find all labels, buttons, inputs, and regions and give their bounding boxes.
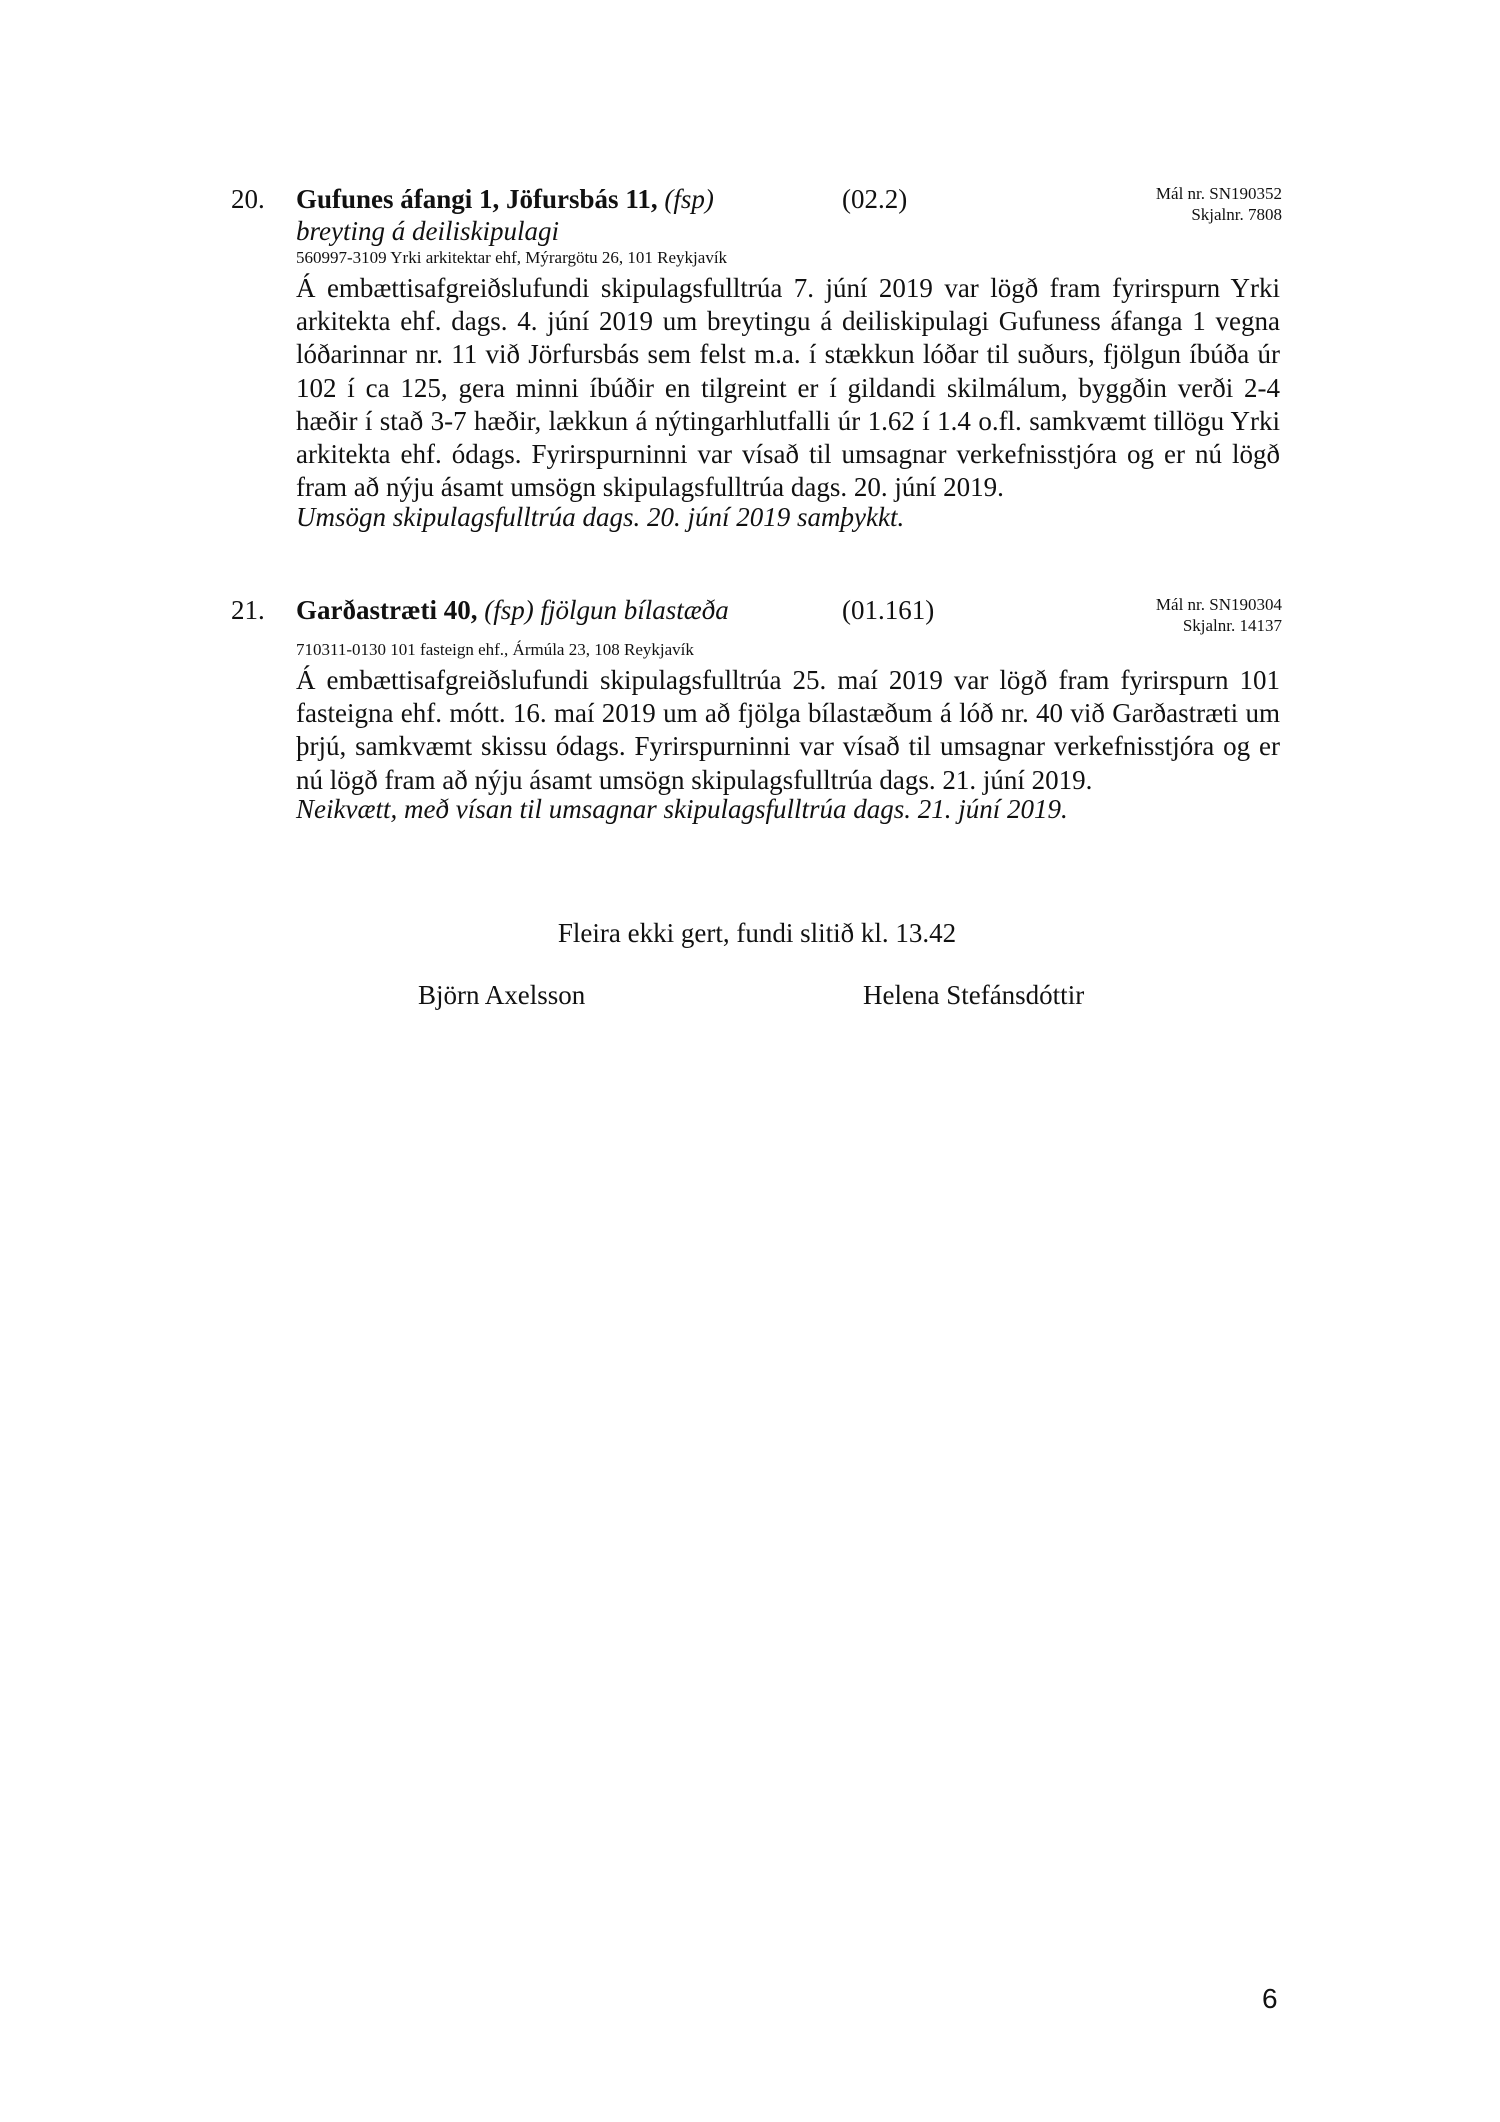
item-title bbox=[296, 595, 729, 625]
signature-2: Helena Stefánsdóttir bbox=[863, 980, 1085, 1010]
applicant: 710311-0130 101 fasteign ehf., Ármúla 23, 108 Reykjavík bbox=[296, 640, 694, 659]
item-land-code: (02.2) bbox=[842, 184, 908, 214]
item-land-code: (01.161) bbox=[842, 595, 935, 625]
signature-1: Björn Axelsson bbox=[418, 980, 586, 1010]
item-subtitle: breyting á deiliskipulagi bbox=[296, 216, 559, 246]
document-number: Skjalnr. 7808 bbox=[1191, 205, 1282, 224]
case-number: Mál nr. SN190304 bbox=[1155, 595, 1282, 614]
item-title-type: (fsp) bbox=[664, 184, 714, 214]
item-title-address: Gufunes áfangi 1, Jöfursbás 11, bbox=[296, 184, 658, 214]
item-title-address: Garðastræti 40, bbox=[296, 595, 478, 625]
closing-statement: Fleira ekki gert, fundi slitið kl. 13.42 bbox=[557, 918, 957, 948]
item-description: Á embættisafgreiðslufundi skipulagsfulltrúa 7. júní 2019 var lögð fram fyrirspurn Yrki arkitekta ehf. dags. 4. júní 2019 um breytingu á deiliskipulagi Gufuness áfanga 1 vegna lóðarinnar nr. 11 við Jörfursbás sem felst m.a. í stækkun lóðar til suðurs, fjölgun íbúða úr 102 í ca 125, gera minni íbúðir en tilgreint er í gildandi skilmálum, byggðin verði 2-4 hæðir í stað 3-7 hæðir, lækkun á nýtingarhlutfalli úr 1.62 í 1.4 o.fl. samkvæmt tillögu Yrki arkitekta ehf. ódags. Fyrirspurninni var vísað til umsagnar verkefnisstjóra og er nú lögð fram að nýju ásamt umsögn skipulagsfulltrúa dags. 20. júní 2019. bbox=[296, 273, 1280, 503]
page-number: 6 bbox=[1262, 1983, 1278, 2014]
item-references bbox=[1156, 183, 1282, 225]
item-number: 21. bbox=[231, 595, 265, 625]
case-number: Mál nr. SN190352 bbox=[1155, 184, 1282, 203]
item-references bbox=[1156, 594, 1282, 636]
applicant: 560997-3109 Yrki arkitektar ehf, Mýrargötu 26, 101 Reykjavík bbox=[296, 248, 728, 267]
item-title-type: (fsp) fjölgun bílastæða bbox=[484, 595, 729, 625]
document-number: Skjalnr. 14137 bbox=[1182, 616, 1282, 635]
item-decision: Umsögn skipulagsfulltrúa dags. 20. júní 2019 samþykkt. bbox=[296, 502, 905, 532]
item-description: Á embættisafgreiðslufundi skipulagsfulltrúa 25. maí 2019 var lögð fram fyrirspurn 101 fasteigna ehf. mótt. 16. maí 2019 um að fjölga bílastæðum á lóð nr. 40 við Garðastræti um þrjú, samkvæmt skissu ódags. Fyrirspurninni var vísað til umsagnar verkefnisstjóra og er nú lögð fram að nýju ásamt umsögn skipulagsfulltrúa dags. 21. júní 2019. bbox=[296, 665, 1280, 795]
item-number: 20. bbox=[231, 184, 265, 214]
item-decision: Neikvætt, með vísan til umsagnar skipulagsfulltrúa dags. 21. júní 2019. bbox=[296, 794, 1068, 824]
item-title bbox=[296, 184, 714, 214]
